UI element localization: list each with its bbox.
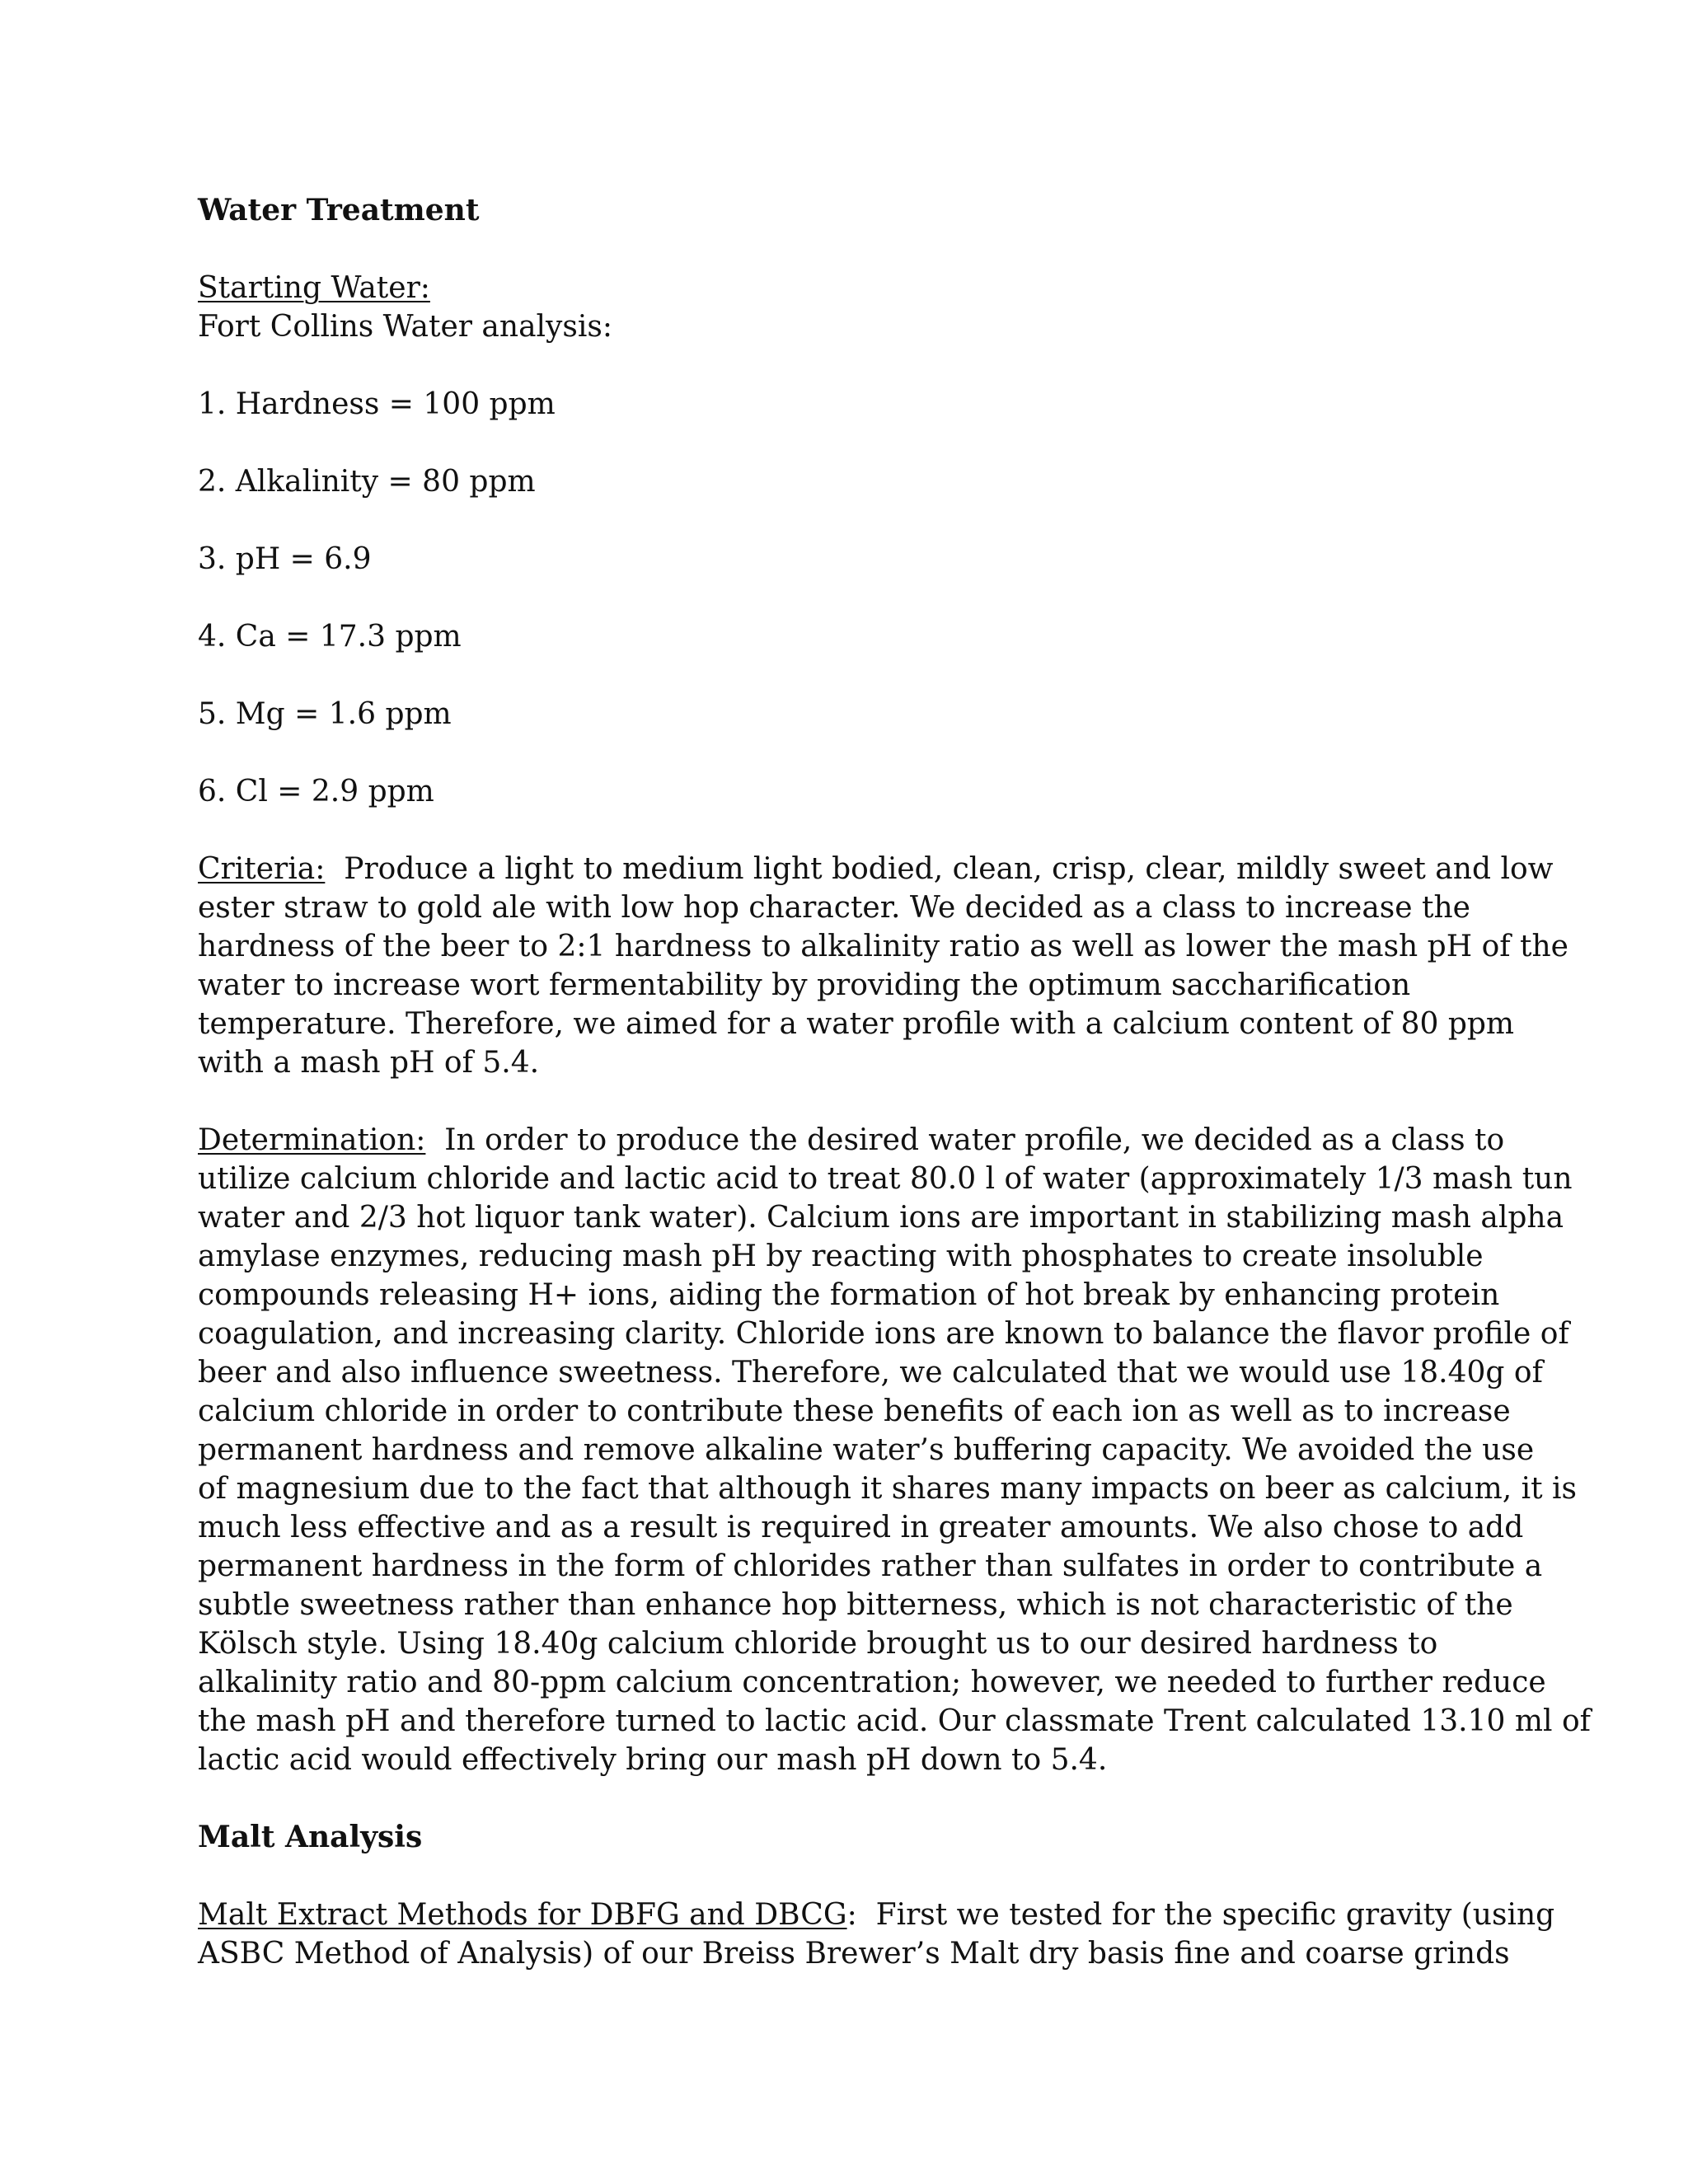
paragraph-line: calcium chloride in order to contribute these benefits of each ion as well as to increase <box>198 1394 1511 1428</box>
paragraph-line: water to increase wort fermentability by providing the optimum saccharification <box>198 968 1411 1002</box>
paragraph-line: ASBC Method of Analysis) of our Breiss Brewer’s Malt dry basis fine and coarse grinds <box>198 1937 1510 1971</box>
paragraph-line: coagulation, and increasing clarity. Chloride ions are known to balance the flavor profile of <box>198 1317 1569 1351</box>
paragraph-line: utilize calcium chloride and lactic acid to treat 80.0 l of water (approximately 1/3 mash tun <box>198 1162 1573 1196</box>
paragraph-line: permanent hardness in the form of chlorides rather than sulfates in order to contribute a <box>198 1549 1543 1583</box>
malt-methods-label: Malt Extract Methods for DBFG and DBCG <box>198 1898 847 1932</box>
paragraph-line: alkalinity ratio and 80-ppm calcium concentration; however, we needed to further reduce <box>198 1666 1546 1699</box>
malt-analysis-heading: Malt Analysis <box>198 1820 423 1854</box>
analysis-item-ph: 3. pH = 6.9 <box>198 542 372 576</box>
paragraph-line: lactic acid would effectively bring our mash pH down to 5.4. <box>198 1743 1108 1777</box>
analysis-title: Fort Collins Water analysis: <box>198 310 612 344</box>
document-page <box>198 191 1591 1973</box>
paragraph-line: temperature. Therefore, we aimed for a water profile with a calcium content of 80 ppm <box>198 1007 1515 1041</box>
paragraph-line: Kölsch style. Using 18.40g calcium chloride brought us to our desired hardness to <box>198 1627 1438 1661</box>
determination-label: Determination: <box>198 1123 426 1157</box>
criteria-label: Criteria: <box>198 852 326 886</box>
analysis-item-calcium: 4. Ca = 17.3 ppm <box>198 620 462 654</box>
paragraph-text: In order to produce the desired water profile, we decided as a class to <box>425 1123 1505 1157</box>
paragraph-line <box>198 1121 1505 1160</box>
paragraph-line: ester straw to gold ale with low hop character. We decided as a class to increase the <box>198 891 1470 925</box>
paragraph-line <box>198 1896 1555 1934</box>
determination-paragraph <box>198 1121 1591 1779</box>
paragraph-line: the mash pH and therefore turned to lactic acid. Our classmate Trent calculated 13.10 ml of <box>198 1704 1591 1738</box>
starting-water-label: Starting Water: <box>198 271 430 305</box>
paragraph-line: amylase enzymes, reducing mash pH by reacting with phosphates to create insoluble <box>198 1240 1484 1273</box>
criteria-paragraph <box>198 850 1568 1082</box>
paragraph-line: subtle sweetness rather than enhance hop bitterness, which is not characteristic of the <box>198 1588 1513 1622</box>
paragraph-line: hardness of the beer to 2:1 hardness to alkalinity ratio as well as lower the mash pH of the <box>198 930 1568 963</box>
paragraph-text: Produce a light to medium light bodied, clean, crisp, clear, mildly sweet and low <box>325 852 1554 886</box>
malt-methods-paragraph <box>198 1896 1555 1973</box>
analysis-item-alkalinity: 2. Alkalinity = 80 ppm <box>198 465 536 499</box>
paragraph-line: with a mash pH of 5.4. <box>198 1046 540 1080</box>
paragraph-line: beer and also influence sweetness. Therefore, we calculated that we would use 18.40g of <box>198 1356 1543 1390</box>
paragraph-line: water and 2/3 hot liquor tank water). Calcium ions are important in stabilizing mash alpha <box>198 1201 1564 1235</box>
paragraph-line: compounds releasing H+ ions, aiding the formation of hot break by enhancing protein <box>198 1278 1500 1312</box>
analysis-item-hardness: 1. Hardness = 100 ppm <box>198 387 556 421</box>
analysis-item-chloride: 6. Cl = 2.9 ppm <box>198 775 434 808</box>
analysis-item-magnesium: 5. Mg = 1.6 ppm <box>198 697 452 731</box>
paragraph-line <box>198 850 1554 888</box>
paragraph-text: : First we tested for the specific gravity (using <box>846 1898 1555 1932</box>
paragraph-line: of magnesium due to the fact that although it shares many impacts on beer as calcium, it is <box>198 1472 1578 1506</box>
paragraph-line: permanent hardness and remove alkaline water’s buffering capacity. We avoided the use <box>198 1433 1535 1467</box>
paragraph-line: much less effective and as a result is required in greater amounts. We also chose to add <box>198 1511 1524 1544</box>
water-treatment-heading: Water Treatment <box>198 193 480 227</box>
